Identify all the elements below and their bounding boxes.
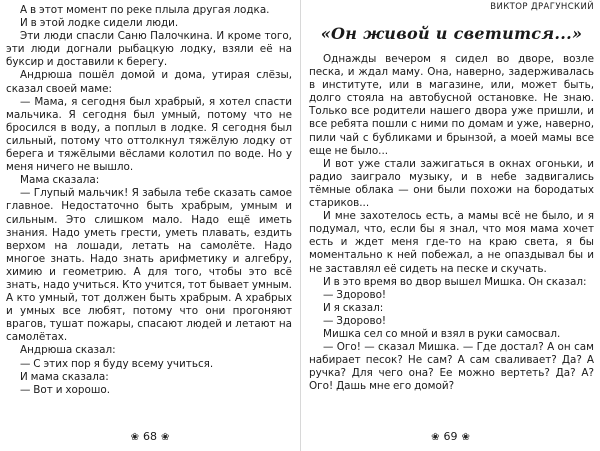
story-title: «Он живой и светится...»	[320, 24, 583, 43]
left_page-paragraph: — Вот и хорошо.	[20, 383, 111, 396]
left_page-paragraph: — Глупый мальчик! Я забыла тебе сказать самое главное. Недостаточно быть храбрым, умным и сильным. Это слишком мало. Надо ещё иметь знания. Надо уметь грести, уметь плавать, ездить верхом на лошади, летать на самолёте. Надо многое знать. Надо знать арифметику и алгебру, химию и геометрию. А для того, чтобы это всё знать, надо учиться. Кто учится, тот бывает умным. А кто умный, тот должен быть храбрым. А храбрых и умных все любят, потому что они прогоняют врагов, тушат пожары, спасают людей и летают на самолётах.	[6, 187, 292, 344]
right_page-paragraph: И в это время во двор вышел Мишка. Он сказал:	[323, 275, 587, 288]
page-number-69: 69	[443, 430, 458, 443]
right_page-paragraph: И я сказал:	[323, 301, 384, 314]
left_page-paragraph: Эти люди спасли Саню Палочкина. И кроме того, эти люди догнали рыбацкую лодку, взяли её на буксир и доставили к берегу.	[6, 30, 292, 69]
left_page-paragraph: А в этот момент по реке плыла другая лодка.	[20, 4, 270, 16]
left-text-column	[6, 4, 292, 397]
right_page-paragraph: — Ого! — сказал Мишка. — Где достал? А он сам набирает песок? Не сам? А сам сваливает? Да? А ручка? Для чего она? Ее можно вертеть? Да? А? Ого! Дашь мне его домой?	[309, 341, 594, 393]
left_page-paragraph: Андрюша сказал:	[20, 344, 116, 357]
left_page-paragraph: — С этих пор я буду всему учиться.	[20, 357, 214, 370]
left_page-paragraph: Андрюша пошёл домой и дома, утирая слёзы, сказал своей маме:	[6, 69, 292, 95]
page-number-68: 68	[143, 430, 157, 443]
ornament-right-icon: ❀	[161, 432, 170, 443]
ornament-right-icon: ❀	[461, 432, 470, 443]
left_page-paragraph: И мама сказала:	[20, 370, 109, 383]
ornament-left-icon: ❀	[130, 432, 139, 443]
right_page-paragraph: — Здорово!	[323, 288, 387, 301]
ornament-left-icon: ❀	[431, 432, 440, 443]
running-header: ВИКТОР ДРАГУНСКИЙ	[490, 2, 594, 12]
right-body	[309, 53, 594, 393]
right-text-column	[309, 2, 594, 393]
left_page-paragraph: — Мама, я сегодня был храбрый, я хотел спасти мальчика. Я сегодня был умный, потому что не бросился в воду, а поплыл в лодке. Я сегодня был сильный, потому что оттолкнул тяжёлую лодку от берега и тяжёлыми вёслами колотил по воде. Но у меня ничего не вышло.	[6, 95, 292, 174]
left_page-paragraph: Мама сказала:	[20, 174, 100, 187]
right_page-paragraph: И мне захотелось есть, а мамы всё не было, и я подумал, что, если бы я знал, что моя мама хочет есть и ждет меня где-то на краю света, я бы моментально к ней побежал, а не опаздывал бы и не заставлял её сидеть на песке и скучать.	[309, 210, 594, 275]
right_page-paragraph: И вот уже стали зажигаться в окнах огоньки, и радио заиграло музыку, и в небе задвигались тёмные облака — они были похожи на бородатых стариков...	[309, 157, 594, 210]
right-page-number	[301, 430, 600, 443]
right_page-paragraph: — Здорово!	[323, 314, 387, 327]
right_page-paragraph: Мишка сел со мной и взял в руки самосвал.	[323, 327, 561, 340]
left_page-paragraph: И в этой лодке сидели люди.	[20, 17, 179, 30]
right-page	[301, 0, 600, 451]
right_page-paragraph: Однажды вечером я сидел во дворе, возле песка, и ждал маму. Она, наверно, задерживалась в институте, или в магазине, или, может быть, долго стояла на автобусной остановке. Не знаю. Только все родители нашего двора уже пришли, и все ребята пошли с ними по домам и уже, наверно, пили чай с бубликами и брынзой, а моей мамы все еще не было...	[309, 53, 594, 157]
left-page-number	[0, 430, 300, 443]
